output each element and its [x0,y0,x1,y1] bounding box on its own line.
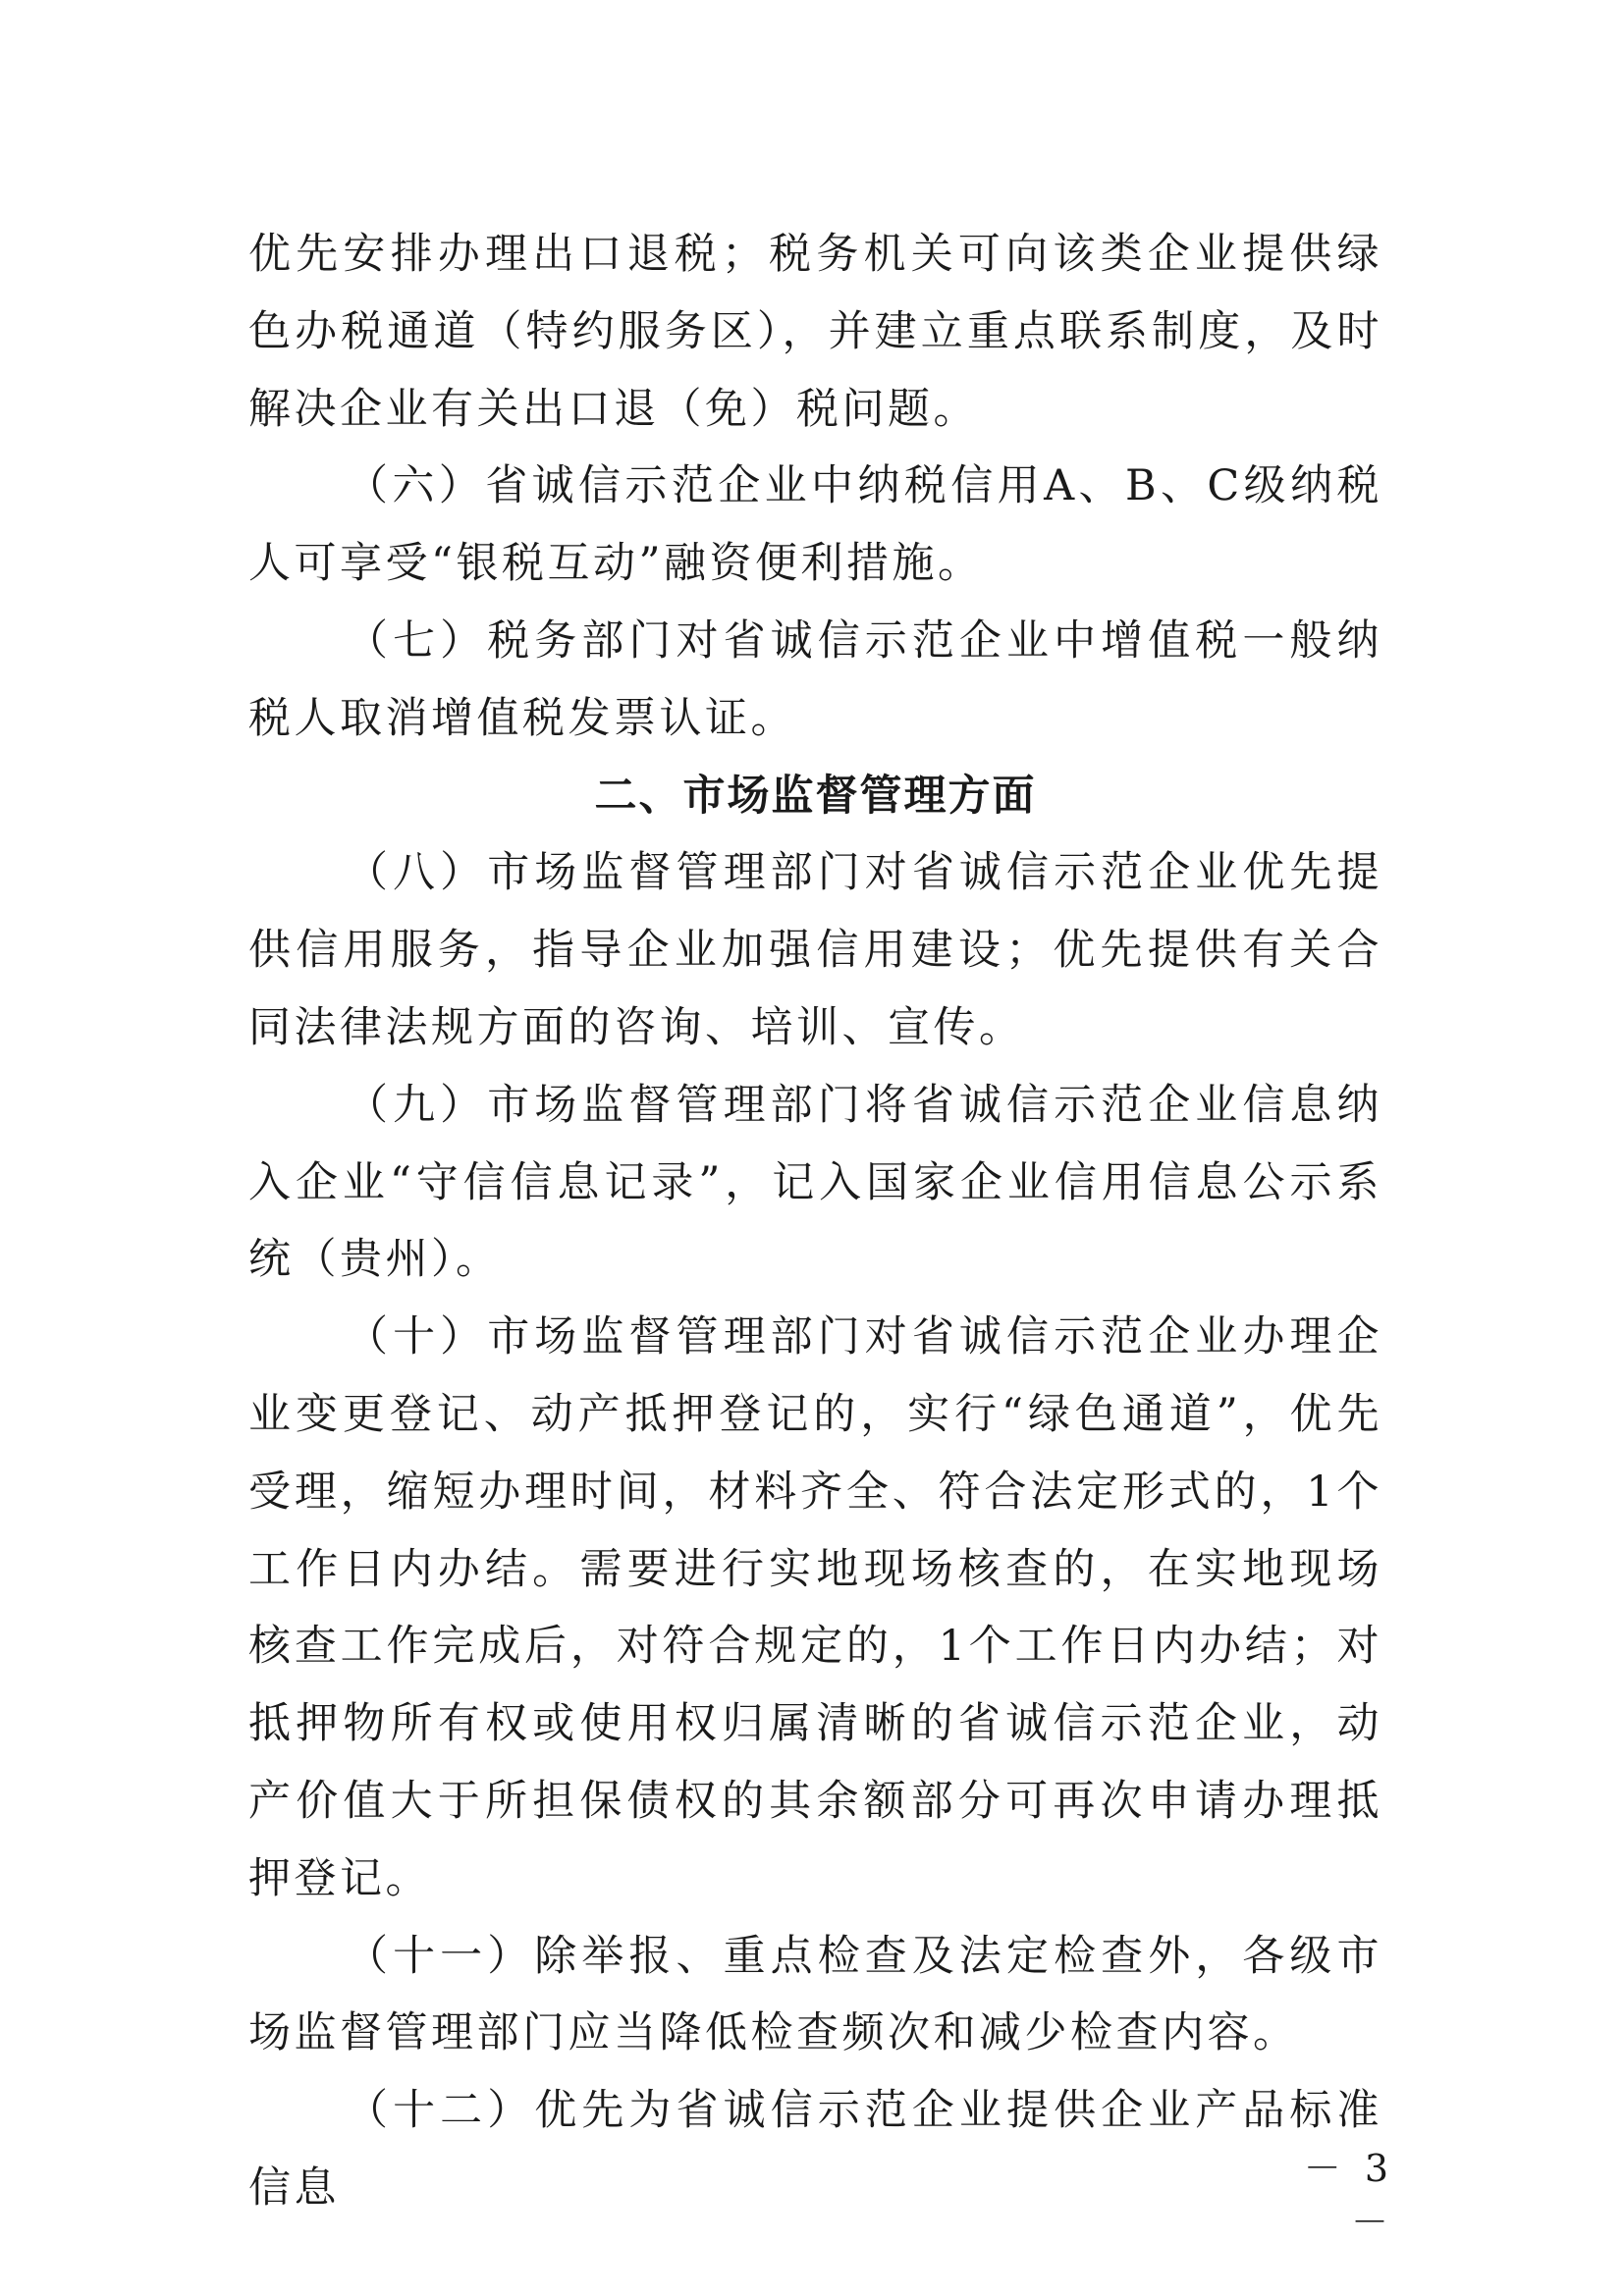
paragraph-continued: 优先安排办理出口退税；税务机关可向该类企业提供绿色办税通道（特约服务区），并建立重点联系制度，及时解决企业有关出口退（免）税问题。 [248,230,1382,434]
paragraph-item-8: （八）市场监督管理部门对省诚信示范企业优先提供信用服务，指导企业加强信用建设；优先提供有关合同法律法规方面的咨询、培训、宣传。 [248,848,1382,1052]
paragraph-item-10: （十）市场监督管理部门对省诚信示范企业办理企业变更登记、动产抵押登记的，实行“绿色通道”，优先受理，缩短办理时间，材料齐全、符合法定形式的，1个工作日内办结。需要进行实地现场核查的，在实地现场核查工作完成后，对符合规定的，1个工作日内办结；对抵押物所有权或使用权归属清晰的省诚信示范企业，动产价值大于所担保债权的其余额部分可再次申请办理抵押登记。 [248,1312,1382,1903]
page-number: － 3 － [1303,2147,1394,2244]
paragraph-item-11: （十一）除举报、重点检查及法定检查外，各级市场监督管理部门应当降低检查频次和减少检查内容。 [248,1931,1382,2058]
paragraph-item-7: （七）税务部门对省诚信示范企业中增值税一般纳税人取消增值税发票认证。 [248,615,1382,743]
section-heading: 二、市场监督管理方面 [594,771,1037,821]
paragraph-item-6: （六）省诚信示范企业中纳税信用A、B、C级纳税人可享受“银税互动”融资便利措施。 [248,461,1382,589]
paragraph-item-9: （九）市场监督管理部门将省诚信示范企业信息纳入企业“守信信息记录”，记入国家企业信用信息公示系统（贵州）。 [248,1080,1382,1285]
paragraph-item-12: （十二）优先为省诚信示范企业提供企业产品标准信息 [248,2086,1382,2213]
document-body [248,216,1382,2227]
